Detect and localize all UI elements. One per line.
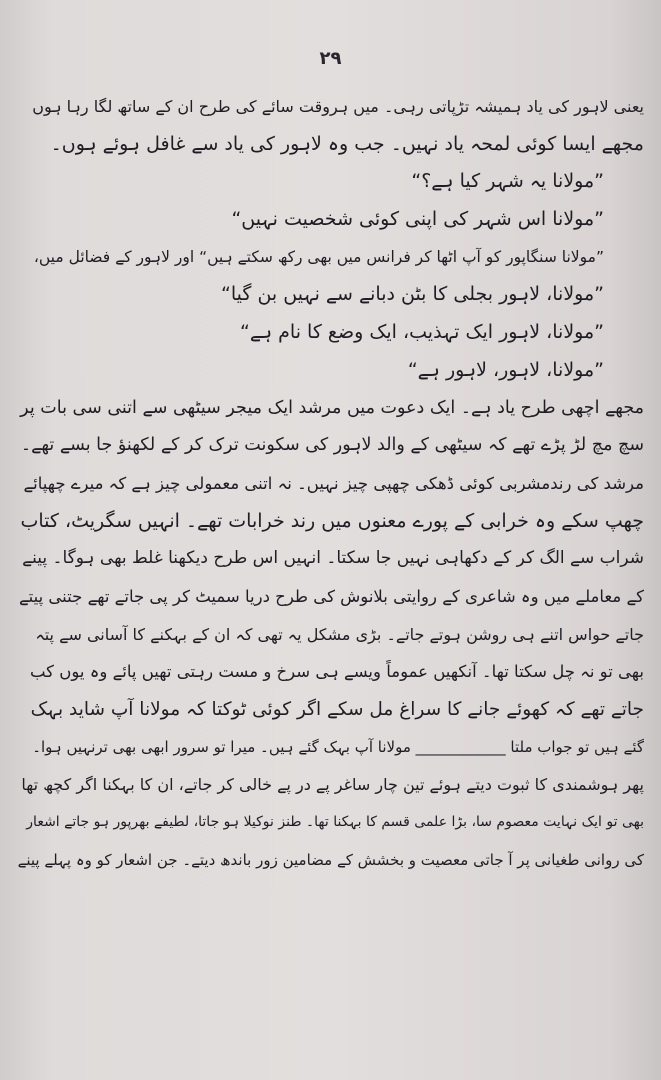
text-line: یعنی لاہور کی یاد ہمیشہ تڑپاتی رہی۔ میں ہروقت سائے کی طرح ان کے ساتھ لگا رہا ہوں xyxy=(32,97,644,116)
text-line: پھر ہوشمندی کا ثبوت دیتے ہوئے تین چار ساغر پے در پے خالی کر جاتے، ان کا بہکنا اگر کچھ تھا xyxy=(21,775,644,795)
text-line: جاتے تھے کہ کھوئے جانے کا سراغ مل سکے اگر کوئی ٹوکتا کہ مولانا آپ شاید بہک xyxy=(30,699,644,720)
text-line: بھی تو نہ چل سکتا تھا۔ آنکھیں عموماً ویسے ہی سرخ و مست رہتی تھیں پائے وہ یوں کب xyxy=(29,662,644,682)
text-line: کے معاملے میں وہ شاعری کے روایتی بلانوش کی طرح دریا سمیٹ کر پی جاتے تھے جتنی پیتے xyxy=(18,586,644,606)
text-line: ”مولانا، لاہور بجلی کا بٹن دبانے سے نہیں بن گیا“ xyxy=(221,283,604,306)
text-line: شراب سے الگ کر کے دکھاہی نہیں جا سکتا۔ انہیں اس طرح دیکھنا غلط بھی ہوگا۔ پینے xyxy=(22,548,644,569)
text-line: مرشد کی رندمشربی کوئی ڈھکی چھپی چیز نہیں۔ نہ اتنی معمولی چیز ہے کہ میرے چھپائے xyxy=(23,473,644,493)
text-line: مجھے ایسا کوئی لمحہ یاد نہیں۔ جب وہ لاہور کی یاد سے غافل ہوئے ہوں۔ xyxy=(50,132,644,155)
text-line: ”مولانا، لاہور ایک تہذیب، ایک وضع کا نام ہے“ xyxy=(240,321,604,344)
text-line: بھی تو ایک نہایت معصوم سا، بڑا علمی قسم کا بہکنا تھا۔ طنز نوکیلا ہو جاتا، لطیفے بھرپور ہو جاتے اشعار xyxy=(26,814,644,831)
body-text xyxy=(18,88,644,879)
text-line: ”مولانا، لاہور، لاہور ہے“ xyxy=(407,358,604,381)
text-line: مجھے اچھی طرح یاد ہے۔ ایک دعوت میں مرشد ایک میجر سیٹھی سے اتنی سی بات پر xyxy=(20,397,644,418)
text-line: ”مولانا اس شہر کی اپنی کوئی شخصیت نہیں“ xyxy=(231,208,604,231)
text-line: ”مولانا سنگاپور کو آپ اٹھا کر فرانس میں بھی رکھ سکتے ہیں“ اور لاہور کے فضائل میں، xyxy=(33,247,604,266)
text-line: گئے ہیں تو جواب ملتا ____________ مولانا آپ بہک گئے ہیں۔ میرا تو سرور ابھی بھی ترنہیں ہوا۔ xyxy=(32,737,644,756)
text-line: ”مولانا یہ شہر کیا ہے؟“ xyxy=(411,170,604,193)
text-line: سچ مچ لڑ پڑے تھے کہ سیٹھی کے والد لاہور کی سکونت ترک کر کے لکھنؤ جا بسے تھے۔ xyxy=(20,435,644,456)
text-line: جاتے حواس اتنے ہی روشن ہوتے جاتے۔ بڑی مشکل یہ تھی کہ ان کے بہکنے کا آسانی سے پتہ xyxy=(35,624,644,644)
page-number: ۲۹ xyxy=(319,48,342,69)
text-line: چھپ سکے وہ خرابی کے پورے معنوں میں رند خرابات تھے۔ انہیں سگریٹ، کتاب xyxy=(20,509,644,532)
text-line: کی روانی طغیانی پر آ جاتی معصیت و بخشش کے مضامین زور باندھ دیتے۔ جن اشعار کو وہ پہلے پینے xyxy=(18,850,644,869)
